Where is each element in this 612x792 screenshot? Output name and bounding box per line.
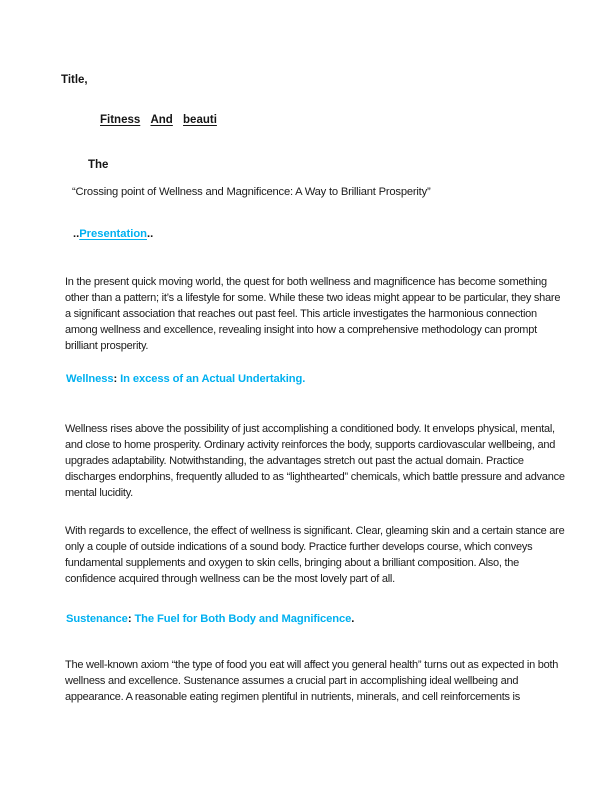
- heading-tail: .: [351, 613, 355, 625]
- heading-lead: Wellness: [66, 373, 114, 385]
- section-heading-sustenance: [66, 613, 354, 625]
- presentation-suffix-dots: ..: [146, 228, 154, 240]
- heading-colon: :: [127, 613, 132, 625]
- intro-paragraph: In the present quick moving world, the quest for both wellness and magnificence has become something other than a pattern; it’s a lifestyle for some. While these two ideas might appear to be particular, they share a significant association that reaches out past feel. This article investigates the harmonious connection among wellness and excellence, revealing insight into how a comprehensive methodology can prompt brilliant prosperity.: [65, 276, 561, 352]
- section-paragraph: With regards to excellence, the effect of wellness is significant. Clear, gleaming skin and a certain stance are only a couple of outside indications of a sound body. Practice further develops course, which conveys fundamental supplements and oxygen to skin cells, bringing about a brilliant composition. Also, the confidence acquired through wellness can be the most lovely part of all.: [65, 525, 565, 585]
- subtitle-word-beauti: beauti: [183, 114, 217, 126]
- doc-subtitle: [100, 114, 217, 126]
- subtitle-word-and: And: [150, 114, 173, 126]
- quote-line: “Crossing point of Wellness and Magnificence: A Way to Brilliant Prosperity”: [72, 186, 431, 198]
- section-paragraph: Wellness rises above the possibility of just accomplishing a conditioned body. It envelops physical, mental, and close to home prosperity. Ordinary activity reinforces the body, supports cardiovascular wellbeing, and upgrades adaptability. Notwithstanding, the advantages stretch out past the actual domain. Practice discharges endorphins, frequently alluded to as “lighthearted” chemicals, which battle pressure and advance mental lucidity.: [65, 423, 565, 499]
- heading-colon: :: [113, 373, 118, 385]
- section-heading-wellness: [66, 373, 305, 385]
- the-label: The: [88, 159, 109, 171]
- presentation-prefix-dots: ..: [73, 228, 80, 240]
- doc-title-label: Title,: [61, 74, 88, 86]
- section-paragraph: The well-known axiom “the type of food you eat will affect you general health” turns out as expected in both wellness and excellence. Sustenance assumes a crucial part in accomplishing ideal wellbeing and appearance. A reasonable eating regimen plentiful in nutrients, minerals, and cell reinforcements is: [65, 659, 559, 703]
- presentation-line: [73, 228, 153, 240]
- heading-rest: The Fuel for Both Body and Magnificence: [134, 613, 352, 625]
- heading-rest: In excess of an Actual Undertaking.: [120, 373, 306, 385]
- heading-lead: Sustenance: [66, 613, 128, 625]
- presentation-link[interactable]: Presentation: [79, 228, 147, 240]
- subtitle-word-fitness: Fitness: [100, 114, 141, 126]
